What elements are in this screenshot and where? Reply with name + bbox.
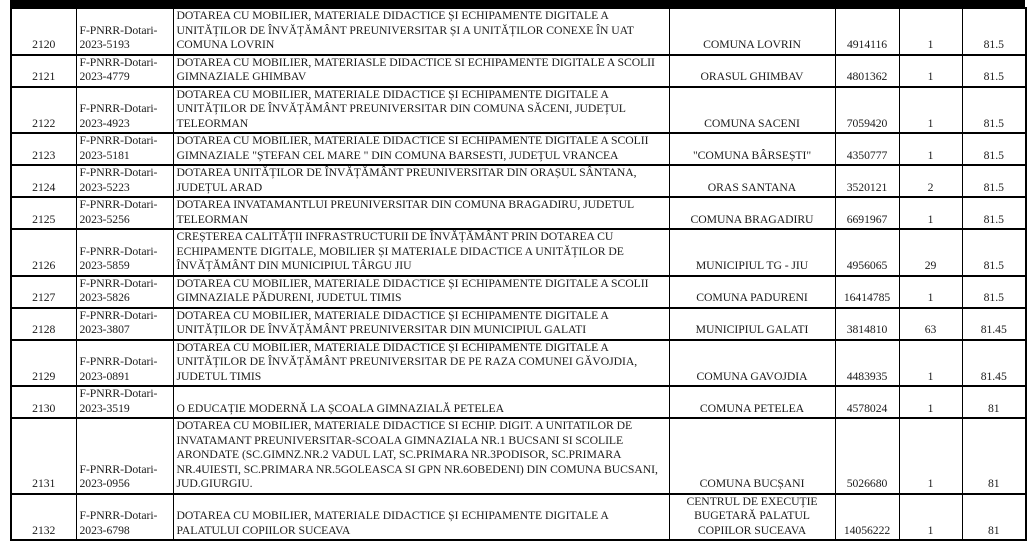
units-count-cell: 1 [899, 494, 962, 541]
project-code-cell: F-PNRR-Dotari-2023-4923 [76, 87, 173, 134]
units-count-cell: 1 [899, 87, 962, 134]
project-title-cell: DOTAREA CU MOBILIER, MATERIALE DIDACTICE SI ECHIPAMENTE DIGITALE A SCOLII GIMNAZIALE "ȘTEFAN CEL MARE " DIN COMUNA BARSESTI, JUDEȚUL VRANCEA [173, 133, 669, 165]
table-row [11, 340, 1026, 387]
project-code-cell: F-PNRR-Dotari-2023-6798 [76, 494, 173, 541]
amount-cell: 14056222 [835, 494, 899, 541]
beneficiary-cell: COMUNA SACENI [669, 87, 835, 134]
beneficiary-cell: COMUNA PETELEA [669, 386, 835, 418]
project-code-cell: F-PNRR-Dotari-2023-3807 [76, 308, 173, 340]
units-count-cell: 1 [899, 197, 962, 229]
units-count-cell: 2 [899, 165, 962, 197]
table-row [11, 386, 1026, 418]
project-title-cell: DOTAREA CU MOBILIER, MATERIALE DIDACTICE ȘI ECHIPAMENTE DIGITALE A PALATULUI COPIILOR SUCEAVA [173, 494, 669, 541]
row-number-cell: 2123 [11, 133, 76, 165]
page-break-bar [10, 0, 1025, 7]
table-row [11, 55, 1026, 87]
project-title-cell: DOTAREA CU MOBILIER, MATERIASLE DIDACTICE SI ECHIPAMENTE DIGITALE A SCOLII GIMNAZIALE GHIMBAV [173, 55, 669, 87]
row-number-cell: 2132 [11, 494, 76, 541]
beneficiary-cell: COMUNA LOVRIN [669, 8, 835, 55]
table-row [11, 87, 1026, 134]
project-title-cell: DOTAREA CU MOBILIER, MATERIALE DIDACTICE ȘI ECHIPAMENTE DIGITALE A UNITĂȚILOR DE ÎNVĂȚĂMÂNT PREUNIVERSITAR DIN MUNICIPIUL GALATI [173, 308, 669, 340]
table-row [11, 276, 1026, 308]
row-number-cell: 2128 [11, 308, 76, 340]
project-title-cell: O EDUCAȚIE MODERNĂ LA ȘCOALA GIMNAZIALĂ PETELEA [173, 386, 669, 418]
project-code-cell: F-PNRR-Dotari-2023-4779 [76, 55, 173, 87]
project-code-cell: F-PNRR-Dotari-2023-3519 [76, 386, 173, 418]
project-title-cell: DOTAREA CU MOBILIER, MATERIALE DIDACTICE ȘI ECHIPAMENTE DIGITALE A SCOLII GIMNAZIALE PĂDURENI, JUDETUL TIMIS [173, 276, 669, 308]
amount-cell: 4578024 [835, 386, 899, 418]
table-row [11, 229, 1026, 276]
score-cell: 81 [962, 418, 1026, 494]
amount-cell: 7059420 [835, 87, 899, 134]
amount-cell: 4914116 [835, 8, 899, 55]
score-cell: 81.5 [962, 55, 1026, 87]
score-cell: 81.45 [962, 308, 1026, 340]
table-row [11, 308, 1026, 340]
beneficiary-cell: MUNICIPIUL TG - JIU [669, 229, 835, 276]
project-code-cell: F-PNRR-Dotari-2023-5256 [76, 197, 173, 229]
row-number-cell: 2130 [11, 386, 76, 418]
units-count-cell: 63 [899, 308, 962, 340]
table-row [11, 197, 1026, 229]
units-count-cell: 1 [899, 340, 962, 387]
row-number-cell: 2127 [11, 276, 76, 308]
score-cell: 81.5 [962, 87, 1026, 134]
beneficiary-cell: "COMUNA BÂRSEȘTI" [669, 133, 835, 165]
amount-cell: 3520121 [835, 165, 899, 197]
beneficiary-cell: ORAS SANTANA [669, 165, 835, 197]
project-code-cell: F-PNRR-Dotari-2023-0891 [76, 340, 173, 387]
units-count-cell: 1 [899, 386, 962, 418]
project-code-cell: F-PNRR-Dotari-2023-5193 [76, 8, 173, 55]
score-cell: 81.5 [962, 276, 1026, 308]
beneficiary-cell: COMUNA BRAGADIRU [669, 197, 835, 229]
project-title-cell: DOTAREA CU MOBILIER, MATERIALE DIDACTICE ȘI ECHIPAMENTE DIGITALE A UNITĂȚILOR DE ÎNVĂȚĂMÂNT PREUNIVERSITAR ȘI A UNITĂȚILOR CONEXE ÎN UAT COMUNA LOVRIN [173, 8, 669, 55]
beneficiary-cell: COMUNA GAVOJDIA [669, 340, 835, 387]
score-cell: 81.5 [962, 165, 1026, 197]
beneficiary-cell: ORASUL GHIMBAV [669, 55, 835, 87]
amount-cell: 3814810 [835, 308, 899, 340]
row-number-cell: 2126 [11, 229, 76, 276]
amount-cell: 6691967 [835, 197, 899, 229]
units-count-cell: 1 [899, 133, 962, 165]
project-code-cell: F-PNRR-Dotari-2023-5181 [76, 133, 173, 165]
project-title-cell: DOTAREA INVATAMANTLUI PREUNIVERSITAR DIN COMUNA BRAGADIRU, JUDETUL TELEORMAN [173, 197, 669, 229]
row-number-cell: 2131 [11, 418, 76, 494]
project-title-cell: CREȘTEREA CALITĂȚII INFRASTRUCTURII DE ÎNVĂȚĂMÂNT PRIN DOTAREA CU ECHIPAMENTE DIGITALE, MOBILIER ȘI MATERIALE DIDACTICE A UNITĂȚILOR DE ÎNVĂȚĂMÂNT DIN MUNICIPIUL TÂRGU JIU [173, 229, 669, 276]
score-cell: 81.5 [962, 197, 1026, 229]
project-code-cell: F-PNRR-Dotari-2023-5826 [76, 276, 173, 308]
amount-cell: 5026680 [835, 418, 899, 494]
table-row [11, 133, 1026, 165]
project-title-cell: DOTAREA CU MOBILIER, MATERIALE DIDACTICE ȘI ECHIPAMENTE DIGITALE A UNITĂȚILOR DE ÎNVĂȚĂMÂNT PREUNIVERSITAR DIN COMUNA SĂCENI, JUDEȚUL TELEORMAN [173, 87, 669, 134]
units-count-cell: 1 [899, 8, 962, 55]
amount-cell: 16414785 [835, 276, 899, 308]
table-row [11, 494, 1026, 541]
score-cell: 81 [962, 386, 1026, 418]
units-count-cell: 1 [899, 418, 962, 494]
project-title-cell: DOTAREA CU MOBILIER, MATERIALE DIDACTICE SI ECHIP. DIGIT. A UNITATILOR DE INVATAMANT PREUNIVERSITAR-SCOALA GIMNAZIALA NR.1 BUCSANI SI SCOLILE ARONDATE (SC.GIMNZ.NR.2 VADUL LAT, SC.PRIMARA NR.3PODISOR, SC.PRIMARA NR.4UIESTI, SC.PRIMARA NR.5GOLEASCA SI GPN NR.6OBEDENI) DIN COMUNA BUCSANI, JUD.GIURGIU. [173, 418, 669, 494]
project-code-cell: F-PNRR-Dotari-2023-5859 [76, 229, 173, 276]
score-cell: 81.5 [962, 8, 1026, 55]
project-code-cell: F-PNRR-Dotari-2023-5223 [76, 165, 173, 197]
beneficiary-cell: CENTRUL DE EXECUȚIE BUGETARĂ PALATUL COPIILOR SUCEAVA [669, 494, 835, 541]
amount-cell: 4801362 [835, 55, 899, 87]
score-cell: 81.5 [962, 133, 1026, 165]
row-number-cell: 2122 [11, 87, 76, 134]
project-title-cell: DOTAREA CU MOBILIER, MATERIALE DIDACTICE ȘI ECHIPAMENTE DIGITALE A UNITĂȚILOR DE ÎNVĂȚĂMÂNT PREUNIVERSITAR DE PE RAZA COMUNEI GĂVOJDIA, JUDETUL TIMIS [173, 340, 669, 387]
project-title-cell: DOTAREA UNITĂȚILOR DE ÎNVĂȚĂMÂNT PREUNIVERSITAR DIN ORAȘUL SÂNTANA, JUDEȚUL ARAD [173, 165, 669, 197]
units-count-cell: 29 [899, 229, 962, 276]
row-number-cell: 2121 [11, 55, 76, 87]
score-cell: 81 [962, 494, 1026, 541]
score-cell: 81.5 [962, 229, 1026, 276]
table-row [11, 8, 1026, 55]
row-number-cell: 2120 [11, 8, 76, 55]
row-number-cell: 2124 [11, 165, 76, 197]
amount-cell: 4956065 [835, 229, 899, 276]
beneficiary-cell: MUNICIPIUL GALATI [669, 308, 835, 340]
amount-cell: 4483935 [835, 340, 899, 387]
beneficiary-cell: COMUNA PADURENI [669, 276, 835, 308]
units-count-cell: 1 [899, 55, 962, 87]
beneficiary-cell: COMUNA BUCȘANI [669, 418, 835, 494]
projects-table [10, 7, 1027, 541]
row-number-cell: 2129 [11, 340, 76, 387]
table-row [11, 418, 1026, 494]
score-cell: 81.45 [962, 340, 1026, 387]
amount-cell: 4350777 [835, 133, 899, 165]
project-code-cell: F-PNRR-Dotari-2023-0956 [76, 418, 173, 494]
row-number-cell: 2125 [11, 197, 76, 229]
table-row [11, 165, 1026, 197]
units-count-cell: 1 [899, 276, 962, 308]
